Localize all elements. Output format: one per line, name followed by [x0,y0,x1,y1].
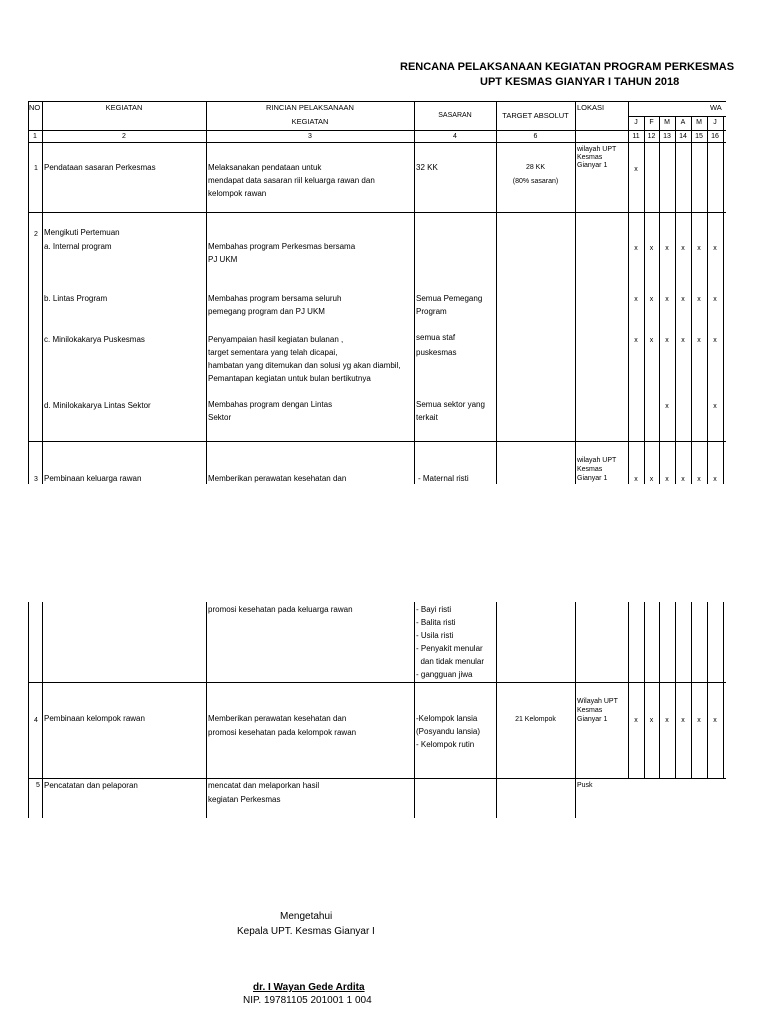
schedule-mark: x [665,337,669,344]
jabatan-label: Kepala UPT. Kesmas Gianyar I [237,926,375,937]
signatory-name: dr. I Wayan Gede Ardita [253,982,365,993]
kegiatan-cell: Pembinaan kelompok rawan [44,714,145,723]
schedule-mark: x [681,245,685,252]
sasaran-line: - gangguan jiwa [416,670,473,679]
sasaran-line: semua staf [416,333,456,342]
schedule-mark: x [649,476,654,483]
lokasi-line: Kesmas [577,707,603,714]
target-line: 28 KK [525,164,546,171]
schedule-mark: x [713,403,717,410]
schedule-mark: x [634,245,638,252]
rincian-line: pemegang program dan PJ UKM [208,307,325,316]
header-lokasi: LOKASI [577,103,605,112]
page-title: RENCANA PELAKSANAAN KEGIATAN PROGRAM PERKESMAS [400,61,735,73]
sasaran-line: - Balita risti [416,618,456,627]
schedule-mark: x [665,245,669,252]
rincian-line: kelompok rawan [208,189,267,198]
schedule-mark: x [665,403,669,410]
header-kegiatan: KEGIATAN [105,103,143,112]
sasaran-line: - Maternal risti [418,474,469,483]
rincian-line: Pemantapan kegiatan untuk bulan bertikutnya [208,374,371,383]
lokasi-line: wilayah UPT [577,146,617,153]
rincian-line: Melaksanakan pendataan untuk [208,163,322,172]
schedule-mark: x [697,296,701,303]
rincian-line: PJ UKM [208,255,238,264]
sasaran-line: terkait [416,413,438,422]
schedule-mark: x [713,245,717,252]
rincian-line: promosi kesehatan pada kelompok rawan [208,728,357,737]
sasaran-line: dan tidak menular [416,657,485,666]
schedule-mark: x [649,296,654,303]
rincian-line: hambatan yang ditemukan dan solusi yg akan diambil, [208,361,401,370]
header-no: NO [29,103,41,112]
rincian-line: promosi kesehatan pada keluarga rawan [208,605,353,614]
sasaran-line: -Kelompok lansia [416,714,478,723]
rincian-line: Memberikan perawatan kesehatan dan [208,714,347,723]
schedule-mark: x [634,337,638,344]
rincian-line: Membahas program dengan Lintas [208,400,333,409]
kegiatan-cell: Pendataan sasaran Perkesmas [44,163,156,172]
col-number: 16 [711,133,719,140]
col-number: 6 [533,133,538,140]
col-number: 13 [663,133,671,140]
rincian-line: Penyampaian hasil kegiatan bulanan , [208,335,344,344]
mengetahui-label: Mengetahui [280,911,333,922]
col-number: 4 [453,133,457,140]
kegiatan-cell: Pencatatan dan pelaporan [44,781,138,790]
schedule-mark: x [697,245,701,252]
schedule-mark: x [713,296,717,303]
header-target: TARGET ABSOLUT [502,111,569,120]
lokasi-line: Kesmas [577,154,603,161]
schedule-mark: x [634,296,638,303]
target-line: (80% sasaran) [512,178,559,185]
col-number: 3 [308,133,312,140]
schedule-mark: x [634,476,638,483]
month-label: J [634,119,638,126]
month-label: J [713,119,717,126]
schedule-mark: x [697,717,701,724]
sub-kegiatan: c. Minilokakarya Puskesmas [44,335,145,344]
lokasi-line: Gianyar 1 [577,475,608,482]
rincian-line: target sementara yang telah dicapai, [208,348,338,357]
sasaran-cell: 32 KK [416,163,438,172]
schedule-mark: x [697,476,701,483]
lokasi-line: Gianyar 1 [577,162,608,169]
schedule-mark: x [665,296,669,303]
month-label: M [664,119,670,126]
sasaran-line: - Bayi risti [416,605,452,614]
col-number: 1 [33,133,37,140]
page-subtitle: UPT KESMAS GIANYAR I TAHUN 2018 [480,76,680,88]
target-cell: 21 Kelompok [515,716,556,723]
schedule-mark: x [634,717,638,724]
lokasi-line: Kesmas [577,466,603,473]
schedule-mark: x [681,717,685,724]
sub-kegiatan: d. Minilokakarya Lintas Sektor [44,401,151,410]
schedule-mark: x [649,337,654,344]
schedule-mark: x [649,717,654,724]
row-number: 5 [36,782,40,789]
lokasi-line: Gianyar 1 [577,716,608,723]
month-label: F [649,119,654,126]
schedule-mark: x [665,717,669,724]
sasaran-line: puskesmas [416,348,457,357]
row-number: 1 [34,165,38,172]
sasaran-line: - Kelompok rutin [416,740,475,749]
schedule-mark: x [681,476,685,483]
sasaran-line: (Posyandu lansia) [416,727,481,736]
signatory-nip: NIP. 19781105 201001 1 004 [243,995,372,1006]
month-label: A [680,119,686,126]
header-rincian-1: RINCIAN PELAKSANAAN [266,103,354,112]
rincian-line: kegiatan Perkesmas [208,795,281,804]
schedule-mark: x [713,717,717,724]
rincian-line: Sektor [208,413,232,422]
schedule-mark: x [634,166,638,173]
sasaran-line: Semua Pemegang [416,294,483,303]
col-number: 15 [695,133,703,140]
row-number: 2 [34,231,38,238]
sub-kegiatan: b. Lintas Program [44,294,108,303]
schedule-mark: x [665,476,669,483]
schedule-mark: x [713,337,717,344]
sasaran-line: Semua sektor yang [416,400,485,409]
schedule-mark: x [697,337,701,344]
rincian-line: Memberikan perawatan kesehatan dan [208,474,347,483]
month-label: M [696,119,702,126]
lokasi-line: wilayah UPT [577,457,617,464]
sasaran-line: - Penyakit menular [416,644,483,653]
schedule-mark: x [713,476,717,483]
rincian-line: mendapat data sasaran riil keluarga rawan dan [208,176,375,185]
kegiatan-cell: Pembinaan keluarga rawan [44,474,142,483]
header-rincian-2: KEGIATAN [291,117,329,126]
col-number: 12 [647,133,656,140]
schedule-mark: x [649,245,654,252]
sub-kegiatan: a. Internal program [44,242,112,251]
lokasi-cell: Pusk [577,782,593,789]
rincian-line: Membahas program bersama seluruh [208,294,342,303]
col-number: 2 [122,133,126,140]
lokasi-line: Wilayah UPT [577,698,618,705]
sasaran-line: - Usila risti [416,631,454,640]
rincian-line: mencatat dan melaporkan hasil [208,781,320,790]
header-sasaran: SASARAN [438,112,472,119]
col-number: 11 [632,133,640,140]
schedule-mark: x [681,296,685,303]
col-number: 14 [679,133,687,140]
schedule-mark: x [681,337,685,344]
sasaran-line: Program [416,307,447,316]
kegiatan-cell: Mengikuti Pertemuan [44,228,120,237]
rincian-line: Membahas program Perkesmas bersama [208,242,356,251]
row-number: 3 [34,476,38,483]
row-number: 4 [34,717,38,724]
header-waktu: WA [710,103,722,112]
